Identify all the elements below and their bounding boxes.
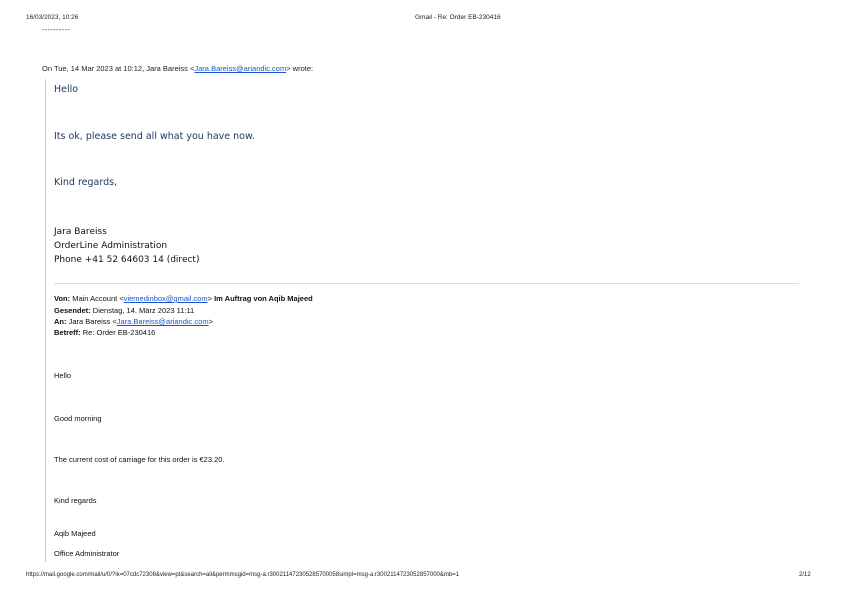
meta-subject [54,328,155,337]
quoted-body: Its ok, please send all what you have now. [54,131,255,142]
meta-to [54,317,213,326]
meta-subject-value: Re: Order EB-230416 [82,328,156,337]
separator-dashes: ---------- [42,27,71,34]
message-divider [54,283,799,284]
meta-from [54,294,313,303]
meta-from-label: Von: [54,294,71,303]
meta-from-behalf: Im Auftrag von Aqib Majeed [214,294,313,303]
signature-phone: Phone +41 52 64603 14 (direct) [54,255,200,265]
quote-intro [42,64,313,73]
meta-sent-label: Gesendet: [54,306,91,315]
original-role: Office Administrator [54,549,120,558]
meta-to-email-link[interactable]: Jara.Bareiss@ariandic.com [116,317,209,326]
quote-intro-suffix: > wrote: [286,64,314,73]
meta-sent-value: Dienstag, 14. März 2023 11:11 [92,306,195,315]
signature-role: OrderLine Administration [54,241,168,251]
original-line2: The current cost of carriage for this order is €23.20. [54,455,225,464]
meta-from-prefix: Main Account < [72,294,124,303]
original-greeting: Hello [54,371,72,380]
original-name: Aqib Majeed [54,529,96,538]
quote-intro-prefix: On Tue, 14 Mar 2023 at 10:12, Jara Bareiss < [42,64,195,73]
meta-to-label: An: [54,317,67,326]
quoted-greeting: Hello [54,84,79,95]
quote-intro-email-link[interactable]: Jara.Bareiss@ariandic.com [194,64,287,73]
signature-name: Jara Bareiss [54,227,107,237]
original-closing: Kind regards [54,496,97,505]
meta-subject-label: Betreff: [54,328,81,337]
meta-from-email-link[interactable]: viemedinbox@gmail.com [123,294,208,303]
meta-sent [54,306,194,315]
print-title: Gmail - Re: Order EB-230416 [415,14,501,21]
print-footer-page: 2/12 [799,572,811,578]
original-line1: Good morning [54,414,102,423]
meta-to-suffix: > [208,317,213,326]
meta-from-suffix: > [207,294,212,303]
meta-to-prefix: Jara Bareiss < [68,317,117,326]
quote-border [45,79,46,562]
quoted-closing: Kind regards, [54,177,118,188]
print-datetime: 16/03/2023, 10:26 [26,14,79,21]
print-footer-url: https://mail.google.com/mail/u/0/?ik=07cdc72308&view=pt&search=all&permmsgid=msg-a:r300211472305285700058simpl=msg-a:r3002114723052857000&mb=1 [26,572,460,578]
